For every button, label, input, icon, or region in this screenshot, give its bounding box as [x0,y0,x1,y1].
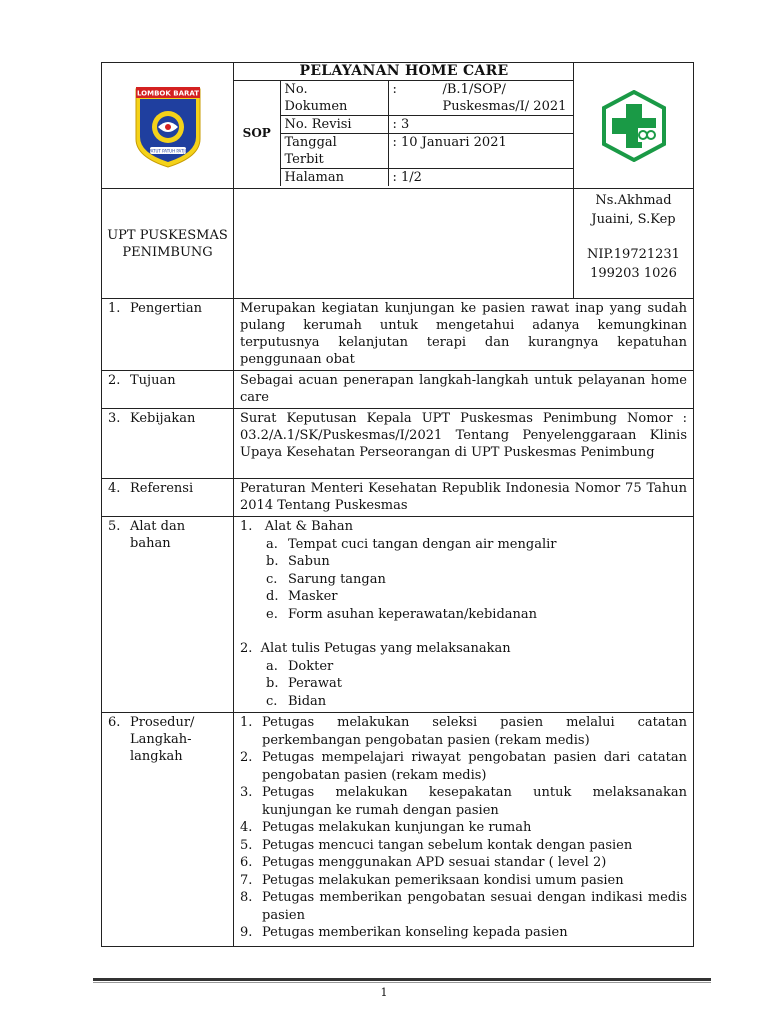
section-label-prosedur: 6. Prosedur/ Langkah-langkah [102,713,234,947]
alat-item: c. Bidan [266,693,327,709]
section-label-tujuan: 2. Tujuan [102,371,234,409]
alat-item: b. Sabun [266,554,330,569]
logo-text-bottom: PATUT PATUH PATJU [147,148,188,153]
alat-item: a. Dokter [266,658,334,674]
lombok-barat-logo [132,83,204,169]
section-text-pengertian: Merupakan kegiatan kunjungan ke pasien rawat inap yang sudah pulang kerumah untuk mengetahui adanya kemungkinan terputusnya kelanjutan terapi dan kurangnya kepatuhan penggunaan obat [234,299,694,371]
no-label: No. Dokumen [284,82,348,114]
sop-header [101,62,694,299]
alat-item: e. Form asuhan keperawatan/kebidanan [266,606,538,622]
field-value-no-dokumen [388,81,574,116]
alat-item: a. Tempat cuci tangan dengan air mengalir [266,536,557,552]
section-text-referensi: Peraturan Menteri Kesehatan Republik Indonesia Nomor 75 Tahun 2014 Tentang Puskesmas [234,479,694,517]
section-label-alat: 5. Alat dan bahan [102,517,234,713]
sop-document [101,62,693,947]
procedure-step: 4. Petugas melakukan kunjungan ke rumah [240,820,532,835]
signer-name: Ns.Akhmad Juaini, S.Kep [591,193,676,227]
section-label-kebijakan: 3. Kebijakan [102,409,234,479]
no-dokumen-value: /B.1/SOP/ Puskesmas/I/ 2021 [442,82,567,114]
field-label-tanggal: Tanggal Terbit [280,134,388,169]
section-content-alat [234,517,694,713]
page-number: 1 [380,986,388,999]
alat-group2-title: 2. Alat tulis Petugas yang melaksanakan [240,641,511,656]
section-text-tujuan: Sebagai acuan penerapan langkah-langkah untuk pelayanan home care [234,371,694,409]
section-label-pengertian: 1. Pengertian [102,299,234,371]
section-content-prosedur [234,713,694,947]
logo-text-top: LOMBOK BARAT [136,89,199,97]
field-label-no-revisi: No. Revisi [280,116,388,134]
field-label-halaman: Halaman [280,169,388,187]
alat-item: d. Masker [266,589,338,604]
procedure-step: 7. Petugas melakukan pemeriksaan kondisi umum pasien [240,872,624,888]
logo-cell-right [574,63,694,189]
footer-rule [93,978,711,981]
procedure-step: 1. Petugas melakukan seleksi pasien melalui catatan perkembangan pengobatan pasien (rekam medis) [240,715,687,748]
section-label-referensi: 4. Referensi [102,479,234,517]
field-label-no-dokumen [280,81,388,116]
alat-group1-title: 1. Alat & Bahan [240,519,353,534]
header-blank-cell [234,189,574,299]
page-title: PELAYANAN HOME CARE [234,63,574,81]
field-value-no-revisi: : 3 [388,116,574,134]
section-text-kebijakan: Surat Keputusan Kepala UPT Puskesmas Penimbung Nomor : 03.2/A.1/SK/Puskesmas/I/2021 Tentang Penyelenggaraan Klinis Upaya Kesehatan Perseorangan di UPT Puskesmas Penimbung [234,409,694,479]
procedure-step: 3. Petugas melakukan kesepakatan untuk melaksanakan kunjungan ke rumah dengan pasien [240,785,687,818]
procedure-step: 6. Petugas menggunakan APD sesuai standar ( level 2) [240,855,607,870]
logo-cell-left [102,63,234,189]
signer-cell [574,189,694,299]
sop-label: SOP [234,81,280,187]
field-value-tanggal: : 10 Januari 2021 [388,134,574,169]
header-center-cell [234,63,574,189]
procedure-step: 9. Petugas memberikan konseling kepada pasien [240,925,568,940]
footer-rule-thin [93,982,711,983]
field-value-halaman: : 1/2 [388,169,574,187]
org-name: UPT PUSKESMAS PENIMBUNG [102,189,234,299]
procedure-step: 5. Petugas mencuci tangan sebelum kontak dengan pasien [240,837,633,853]
procedure-step: 2. Petugas mempelajari riwayat pengobatan pasien dari catatan pengobatan pasien (rekam medis) [240,750,687,783]
signer-nip: NIP.19721231 199203 1026 [587,247,680,281]
procedure-step: 8. Petugas memberikan pengobatan sesuai dengan indikasi medis pasien [240,890,687,923]
no-dokumen-colon: : [392,82,397,97]
alat-item: c. Sarung tangan [266,571,386,587]
alat-item: b. Perawat [266,676,342,691]
sop-body [101,298,694,947]
puskesmas-logo [598,90,670,162]
